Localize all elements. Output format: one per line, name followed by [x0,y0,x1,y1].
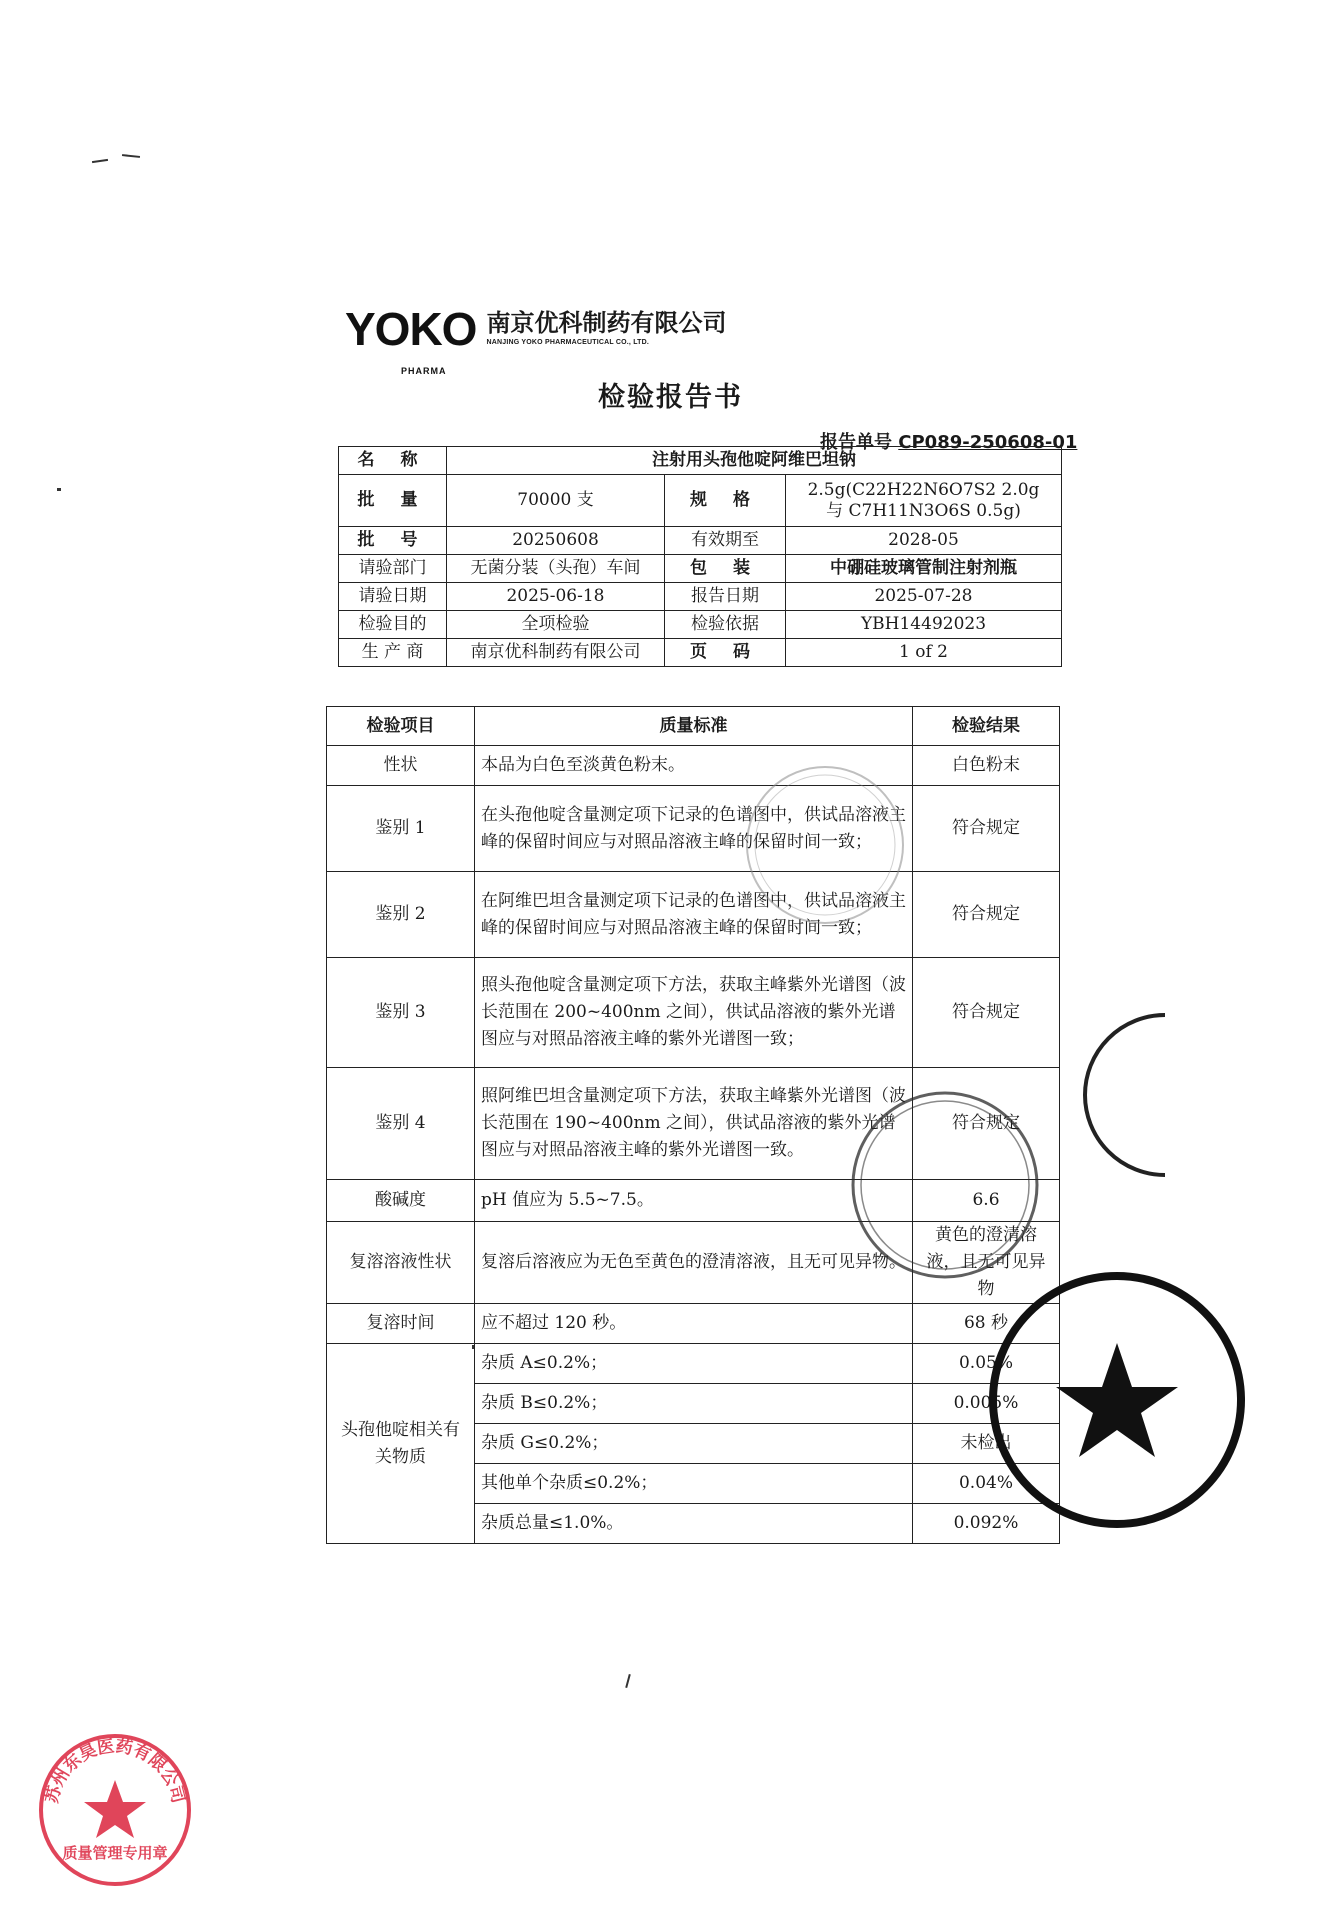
scan-speck [92,159,108,163]
product-info-table [338,446,1062,667]
table-row [327,872,1060,958]
basis-value: YBH14492023 [786,611,1062,639]
lot-label: 批 号 [339,527,447,555]
report-number-label: 报告单号 [820,432,892,453]
header-item: 检验项目 [327,707,475,746]
quality-dept-seal-stamp [845,1085,1045,1285]
expiry-label: 有效期至 [665,527,786,555]
test-result: 白色粉末 [913,746,1060,786]
package-label: 包 装 [665,555,786,583]
page-title: 检验报告书 [598,382,743,413]
manufacturer-label: 生 产 商 [339,639,447,667]
report-number-value: CP089-250608-01 [898,432,1078,453]
test-item: 鉴别 1 [327,786,475,872]
test-standard: 照头孢他啶含量测定项下方法，获取主峰紫外光谱图（波长范围在 200~400nm 之间），供试品溶液的紫外光谱图应与对照品溶液主峰的紫外光谱图一致； [475,958,913,1068]
header-standard: 质量标准 [475,707,913,746]
request-date-value: 2025-06-18 [447,583,665,611]
test-standard: 在阿维巴坦含量测定项下记录的色谱图中，供试品溶液主峰的保留时间应与对照品溶液主峰的保留时间一致； [475,872,913,958]
test-standard: 在头孢他啶含量测定项下记录的色谱图中，供试品溶液主峰的保留时间应与对照品溶液主峰的保留时间一致； [475,786,913,872]
table-row [327,746,1060,786]
spec-line-2: 与 C7H11N3O6S 0.5g) [826,500,1021,521]
department-label: 请验部门 [339,555,447,583]
table-row [327,958,1060,1068]
test-result: 68 秒 [913,1304,1060,1344]
test-item: 复溶溶液性状 [327,1222,475,1304]
page-value: 1 of 2 [786,639,1062,667]
quantity-label: 批 量 [339,475,447,527]
test-result: 符合规定 [913,1068,1060,1180]
impurity-standard: 杂质 G≤0.2%； [475,1424,913,1464]
quantity-value: 70000 支 [447,475,665,527]
scan-speck [625,1674,631,1688]
impurity-result: 未检出 [913,1424,1060,1464]
name-label: 名 称 [339,447,447,475]
table-row [327,1344,1060,1384]
lot-value: 20250608 [447,527,665,555]
quality-management-seal-stamp [982,1265,1252,1535]
impurity-standard: 杂质总量≤1.0%。 [475,1504,913,1544]
impurity-standard: 杂质 B≤0.2%； [475,1384,913,1424]
test-standard: 复溶后溶液应为无色至黄色的澄清溶液，且无可见异物。 [475,1222,913,1304]
scan-speck [122,154,140,158]
test-result: 6.6 [913,1180,1060,1222]
spec-value [786,475,1062,527]
test-item: 鉴别 3 [327,958,475,1068]
impurity-group-label: 头孢他啶相关有关物质 [327,1344,475,1544]
test-result: 符合规定 [913,958,1060,1068]
test-result: 符合规定 [913,786,1060,872]
test-item: 鉴别 2 [327,872,475,958]
page-label: 页 码 [665,639,786,667]
department-value: 无菌分装（头孢）车间 [447,555,665,583]
test-item: 复溶时间 [327,1304,475,1344]
purpose-label: 检验目的 [339,611,447,639]
test-result: 符合规定 [913,872,1060,958]
company-name-cn: 南京优科制药有限公司 [486,309,727,337]
basis-label: 检验依据 [665,611,786,639]
scan-speck [57,488,61,491]
test-result: 黄色的澄清溶液，且无可见异物 [913,1222,1060,1304]
expiry-value: 2028-05 [786,527,1062,555]
impurity-result: 0.04% [913,1464,1060,1504]
purpose-value: 全项检验 [447,611,665,639]
impurity-result: 0.005% [913,1384,1060,1424]
test-standard: 照阿维巴坦含量测定项下方法，获取主峰紫外光谱图（波长范围在 190~400nm 之间），供试品溶液的紫外光谱图应与对照品溶液主峰的紫外光谱图一致。 [475,1068,913,1180]
spec-label: 规 格 [665,475,786,527]
report-date-value: 2025-07-28 [786,583,1062,611]
company-name-en: NANJING YOKO PHARMACEUTICAL CO., LTD. [486,339,650,346]
manufacturer-value: 南京优科制药有限公司 [447,639,665,667]
impurity-result: 0.05% [913,1344,1060,1384]
test-standard: 本品为白色至淡黄色粉末。 [475,746,913,786]
product-name: 注射用头孢他啶阿维巴坦钠 [447,447,1062,475]
impurity-standard: 其他单个杂质≤0.2%； [475,1464,913,1504]
test-item: 鉴别 4 [327,1068,475,1180]
test-item: 性状 [327,746,475,786]
partial-seal-stamp [1080,1010,1170,1180]
header-result: 检验结果 [913,707,1060,746]
logo-mark: YOKO [345,303,477,355]
red-quality-seal-stamp [35,1730,195,1890]
logo-pharma: PHARMA [401,366,447,376]
company-logo [345,303,727,376]
report-date-label: 报告日期 [665,583,786,611]
table-row [327,1304,1060,1344]
faint-seal-stamp [740,760,910,930]
impurity-standard: 杂质 A≤0.2%； [475,1344,913,1384]
request-date-label: 请验日期 [339,583,447,611]
red-stamp-bottom-text: 质量管理专用章 [62,1844,168,1862]
red-stamp-top-text: 苏州东昊医药有限公司 [42,1736,188,1806]
impurity-result: 0.092% [913,1504,1060,1544]
table-row [327,786,1060,872]
test-item: 酸碱度 [327,1180,475,1222]
package-value: 中硼硅玻璃管制注射剂瓶 [786,555,1062,583]
spec-line-1: 2.5g(C22H22N6O7S2 2.0g [807,479,1040,500]
test-standard: pH 值应为 5.5~7.5。 [475,1180,913,1222]
test-standard: 应不超过 120 秒。 [475,1304,913,1344]
